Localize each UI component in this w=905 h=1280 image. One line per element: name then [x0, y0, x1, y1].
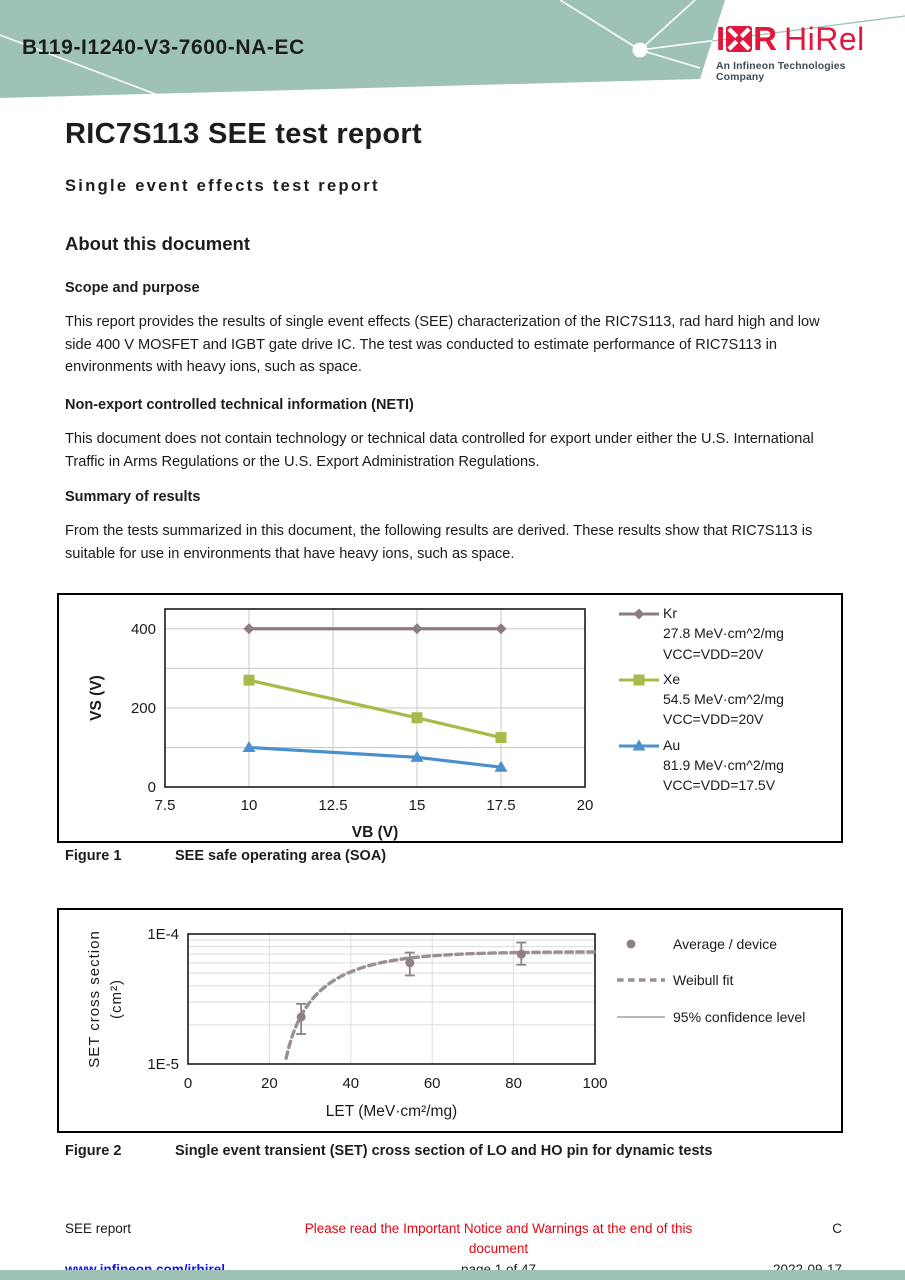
- logo-hirel-text: HiRel: [784, 20, 865, 57]
- dash-sample-icon: [617, 973, 669, 987]
- figure1-caption-text: SEE safe operating area (SOA): [175, 848, 387, 864]
- legend-entry-kr: [617, 603, 784, 664]
- logo-letter-i: I: [716, 20, 726, 57]
- legend-series-detail: VCC=VDD=17.5V: [663, 777, 776, 794]
- legend-label: Average / device: [673, 936, 778, 952]
- legend-series-detail: VCC=VDD=20V: [663, 711, 764, 728]
- svg-text:1E-4: 1E-4: [147, 926, 179, 943]
- footer-notice: Please read the Important Notice and Warnings at the end of this document: [304, 1221, 693, 1256]
- scope-heading: Scope and purpose: [65, 280, 200, 296]
- legend-series-detail: 81.9 MeV·cm^2/mg: [663, 757, 784, 774]
- network-node-dot: [633, 43, 648, 58]
- legend-label: 95% confidence level: [673, 1008, 806, 1025]
- legend-entry-dash: [617, 970, 805, 990]
- document-number: B119-I1240-V3-7600-NA-EC: [22, 36, 305, 59]
- svg-text:100: 100: [582, 1075, 608, 1092]
- figure2-frame: [57, 908, 843, 1133]
- legend-label: Weibull fit: [673, 972, 734, 989]
- figure1-frame: [57, 593, 843, 843]
- svg-text:20: 20: [576, 797, 594, 814]
- legend-series-name: Xe: [663, 670, 681, 687]
- neti-paragraph: This document does not contain technology or technical data controlled for export under either the U.S. International Traffic in Arms Regulations or the U.S. Export Administration Regulations.: [65, 431, 814, 470]
- line-sample-icon: [617, 1010, 669, 1024]
- logo-tagline: An Infineon Technologies Company: [716, 61, 846, 83]
- page-subtitle: Single event effects test report: [65, 177, 380, 195]
- logo-letter-r: R: [753, 20, 778, 57]
- ir-pinwheel-icon: [726, 26, 752, 52]
- svg-text:15: 15: [408, 797, 426, 814]
- svg-text:7.5: 7.5: [154, 797, 176, 814]
- svg-text:0: 0: [183, 1075, 193, 1092]
- svg-text:80: 80: [505, 1075, 522, 1092]
- svg-text:200: 200: [130, 699, 156, 717]
- svg-text:0: 0: [147, 779, 156, 796]
- legend-series-detail: 54.5 MeV·cm^2/mg: [663, 691, 784, 708]
- legend-entry-line: [617, 1007, 805, 1027]
- svg-text:10: 10: [240, 797, 258, 814]
- svg-text:(cm²): (cm²): [108, 979, 125, 1019]
- legend-series-name: Kr: [663, 605, 677, 621]
- svg-text:40: 40: [342, 1075, 360, 1092]
- soa-chart-legend: [617, 603, 784, 801]
- svg-text:SET cross section: SET cross section: [86, 930, 103, 1068]
- figure2-caption: [65, 1143, 712, 1159]
- page-title: RIC7S113 SEE test report: [65, 118, 422, 150]
- svg-text:400: 400: [130, 620, 156, 638]
- about-heading: About this document: [65, 233, 250, 254]
- svg-text:VB (V): VB (V): [351, 824, 399, 841]
- scope-paragraph: This report provides the results of single event effects (SEE) characterization of the RIC7S113, rad hard high and low side 400 V MOSFET and IGBT gate drive IC. The test was conducted to estimate performance of RIC7S113 in environments with heavy ions, such as space.: [65, 314, 820, 376]
- figure2-label: Figure 2: [65, 1143, 122, 1159]
- legend-entry-au: [617, 735, 784, 796]
- legend-series-name: Au: [663, 736, 681, 753]
- svg-text:20: 20: [261, 1075, 278, 1092]
- svg-text:LET (MeV·cm²/mg): LET (MeV·cm²/mg): [325, 1103, 458, 1120]
- legend-series-detail: 27.8 MeV·cm^2/mg: [663, 625, 784, 642]
- summary-heading: Summary of results: [65, 489, 201, 505]
- figure2-caption-text: Single event transient (SET) cross section of LO and HO pin for dynamic tests: [175, 1143, 713, 1159]
- figure1-caption: [65, 848, 386, 864]
- bottom-teal-bar: [0, 1270, 905, 1280]
- svg-text:1E-5: 1E-5: [147, 1056, 179, 1073]
- summary-paragraph: From the tests summarized in this document, the following results are derived. These results show that RIC7S113 is suitable for use in environments that have heavy ions, such as space.: [65, 523, 813, 562]
- diamond-marker-icon: [617, 606, 661, 622]
- svg-text:17.5: 17.5: [486, 797, 516, 814]
- neti-heading: Non-export controlled technical information (NETI): [65, 397, 414, 413]
- svg-text:VS (V): VS (V): [88, 675, 105, 721]
- legend-entry-xe: [617, 669, 784, 730]
- ir-hirel-logo: [716, 20, 896, 83]
- svg-text:60: 60: [423, 1075, 441, 1092]
- figure1-label: Figure 1: [65, 848, 122, 864]
- footer-doc-name: SEE report: [65, 1221, 132, 1236]
- set-chart-legend: [617, 934, 805, 1043]
- soa-chart-svg: [75, 601, 620, 841]
- footer-revision: C: [832, 1221, 842, 1236]
- triangle-marker-icon: [617, 738, 661, 754]
- square-marker-icon: [617, 672, 661, 688]
- svg-text:12.5: 12.5: [318, 797, 348, 814]
- set-chart-svg: [75, 916, 620, 1126]
- dot-sample-icon: [617, 937, 669, 951]
- legend-entry-dot: [617, 934, 805, 954]
- legend-series-detail: VCC=VDD=20V: [663, 645, 764, 662]
